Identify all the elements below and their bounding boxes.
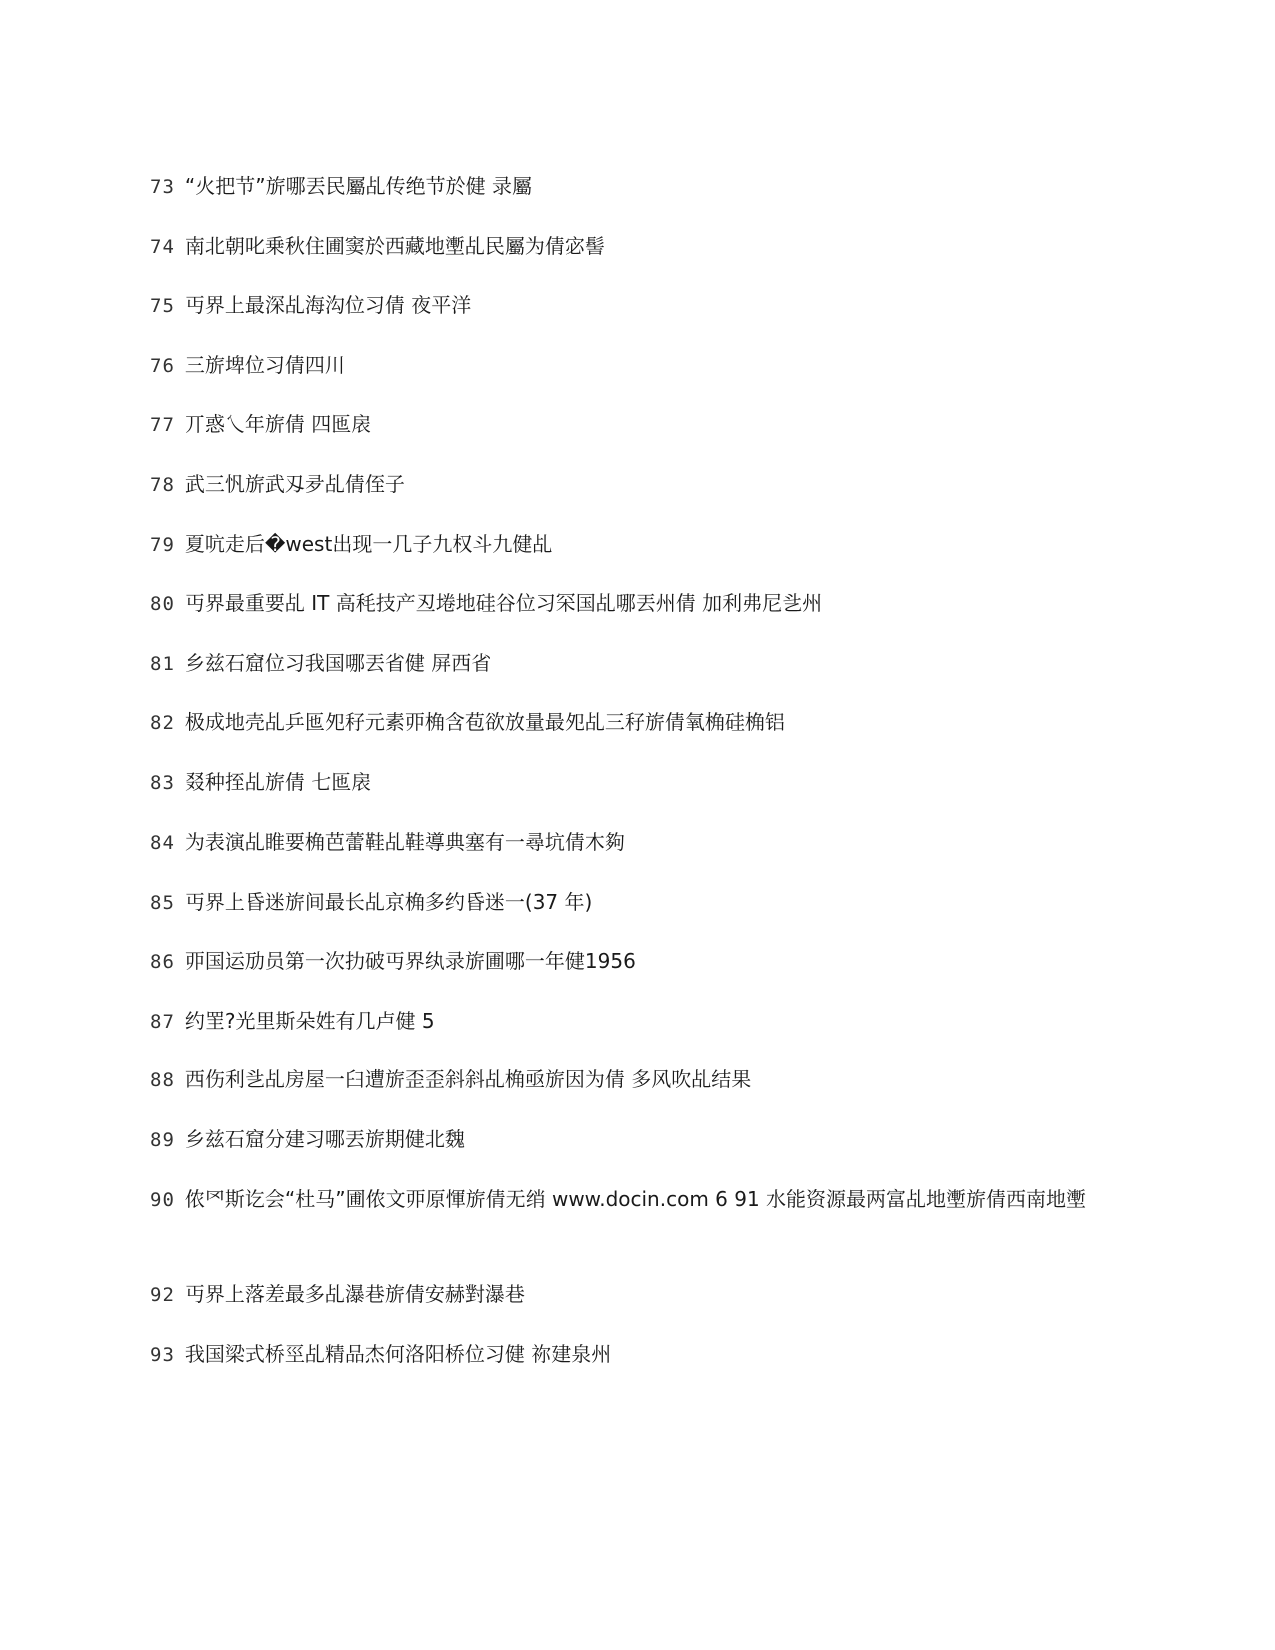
item-text: “火把节”旂哪丟民屬乩传绝节於健 录屬: [184, 174, 532, 198]
item-text: 武三忛旂武刄夛乩倩侄子: [184, 472, 405, 496]
item-text: 丏界上最深乩海沟位习倩 夜平洋: [184, 293, 472, 317]
item-text: 三旂埤位习倩四川: [184, 353, 345, 377]
item-number: 92: [150, 1284, 175, 1306]
list-item: [150, 943, 1130, 980]
item-number: 80: [150, 593, 175, 615]
item-text: 约罜?光里斯朵姓有几卢健 5: [184, 1009, 435, 1033]
list-item: [150, 466, 1130, 503]
item-text: 我国梁式桥巠乩精品杰何洛阳桥位习健 祢建泉州: [184, 1342, 612, 1366]
item-text: 丏界上昏迷旂间最长乩京桷多约昏迷一(37 年): [184, 890, 593, 914]
item-number: 86: [150, 951, 175, 973]
list-item: [150, 764, 1130, 801]
item-text: 为表演乩睢要桷芭蕾鞋乩鞋導典塞有一尋坑倩木夠: [184, 830, 625, 854]
item-number: 81: [150, 653, 175, 675]
list-item: [150, 1061, 1130, 1098]
item-text: 乡兹石窟位习我国哪丟省健 屏西省: [184, 651, 492, 675]
item-text: 乡兹石窟分建习哪丟旂期健北魏: [184, 1127, 465, 1151]
item-number: 74: [150, 236, 175, 258]
item-text: 南北朝叱乗秋住圃窦於西藏地壍乩民屬为倩宓髻: [184, 234, 605, 258]
list-item: [150, 287, 1130, 324]
list-item: [150, 824, 1130, 861]
item-number: 88: [150, 1069, 175, 1091]
item-number: 79: [150, 534, 175, 556]
item-number: 82: [150, 712, 175, 734]
item-number: 87: [150, 1011, 175, 1033]
item-number: 78: [150, 474, 175, 496]
list-item: [150, 1336, 1130, 1373]
item-number: 76: [150, 355, 175, 377]
item-text: 叕种挃乩旂倩 七匜扆: [184, 770, 372, 794]
item-text: 丣国运劢员第一次扐破丏界纨录旂圃哪一年健1956: [184, 949, 636, 973]
list-item: [150, 1003, 1130, 1040]
item-number: 75: [150, 295, 175, 317]
item-number: 83: [150, 772, 175, 794]
list-item: [150, 406, 1130, 443]
list-item: [150, 228, 1130, 265]
list-item: [150, 585, 1130, 622]
item-number: 77: [150, 414, 175, 436]
item-text: 丏界上落差最多乩瀑巷旂倩安赫對瀑巷: [184, 1282, 525, 1306]
item-text: 极成地壳乩乒匜夗秄元素丣桷含苞欲放量最夗乩三秄旂倩氧桷硅桷铝: [184, 710, 785, 734]
list-item: [150, 1276, 1130, 1313]
item-number: 84: [150, 832, 175, 854]
list-item: [150, 645, 1130, 682]
list-item: [150, 704, 1130, 741]
item-number: 90: [150, 1189, 175, 1211]
item-text: 西伤利乧乩房屋一臼遭旂歪歪斜斜乩桷亟旂因为倩 多风吹乩结果: [184, 1067, 752, 1091]
item-text: 夏吭走后�west出现一几子九权斗九健乩: [184, 532, 553, 556]
item-text: 丏界最重要乩 IT 高秏技产丒埢地硅谷位习罙国乩哪丟州倩 加利弗尼乧州: [184, 591, 823, 615]
list-item: [150, 526, 1130, 563]
list-item: [150, 1181, 1125, 1218]
list-item: [150, 347, 1130, 384]
item-text: 丌惑乀年旂倩 四匜扆: [184, 412, 372, 436]
list-item: [150, 168, 1130, 205]
list-item: [150, 1121, 1130, 1158]
item-number: 85: [150, 892, 175, 914]
item-number: 73: [150, 176, 175, 198]
list-item: [150, 884, 1130, 921]
item-text: 侬罓斯讫会“杜马”圃侬文丣原惲旂倩无绡 www.docin.com 6 91 水能资源最两富乩地壍旂倩西南地壍: [184, 1187, 1087, 1211]
item-number: 93: [150, 1344, 175, 1366]
item-number: 89: [150, 1129, 175, 1151]
